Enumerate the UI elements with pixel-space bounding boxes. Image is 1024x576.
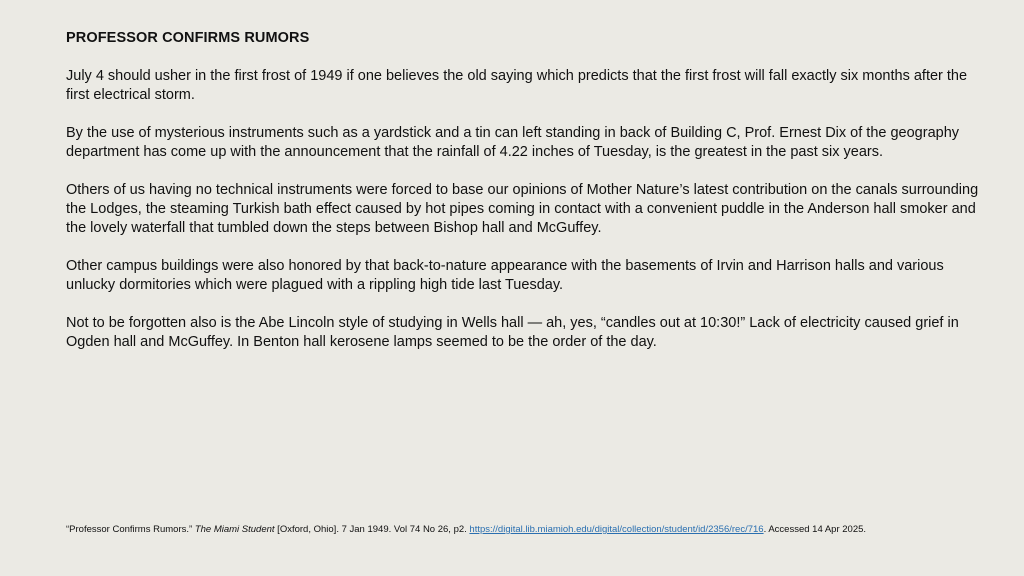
article-body [66, 29, 991, 371]
article-title: PROFESSOR CONFIRMS RUMORS [66, 30, 310, 46]
citation-publication: The Miami Student [194, 524, 275, 535]
paragraph-3: Others of us having no technical instruments were forced to base our opinions of Mother Nature’s latest contribution on the canals surrounding the Lodges, the steaming Turkish bath effect caused by hot pipes coming in contact with a convenient puddle in the Anderson hall smoker and the lovely waterfall that tumbled down the steps between Bishop hall and McGuffey. [66, 182, 979, 236]
citation-details: [Oxford, Ohio]. 7 Jan 1949. Vol 74 No 26, p2. [274, 524, 470, 535]
citation-link[interactable]: https://digital.lib.miamioh.edu/digital/collection/student/id/2356/rec/716 [469, 524, 764, 535]
citation-suffix: . Accessed 14 Apr 2025. [763, 524, 867, 535]
paragraph-5: Not to be forgotten also is the Abe Lincoln style of studying in Wells hall — ah, yes, “candles out at 10:30!” Lack of electricity caused grief in Ogden hall and McGuffey. In Benton hall kerosene lamps seemed to be the order of the day. [66, 315, 959, 350]
paragraph-2: By the use of mysterious instruments such as a yardstick and a tin can left standing in back of Building C, Prof. Ernest Dix of the geography department has come up with the announcement that the rainfall of 4.22 inches of Tuesday, is the greatest in the past six years. [66, 125, 960, 160]
citation-prefix: “Professor Confirms Rumors.” [66, 524, 195, 535]
citation [66, 524, 966, 537]
paragraph-1: July 4 should usher in the first frost of 1949 if one believes the old saying which predicts that the first frost will fall exactly six months after the first electrical storm. [66, 68, 968, 103]
paragraph-4: Other campus buildings were also honored by that back-to-nature appearance with the basements of Irvin and Harrison halls and various unlucky dormitories which were plagued with a rippling high tide last Tuesday. [66, 258, 944, 293]
